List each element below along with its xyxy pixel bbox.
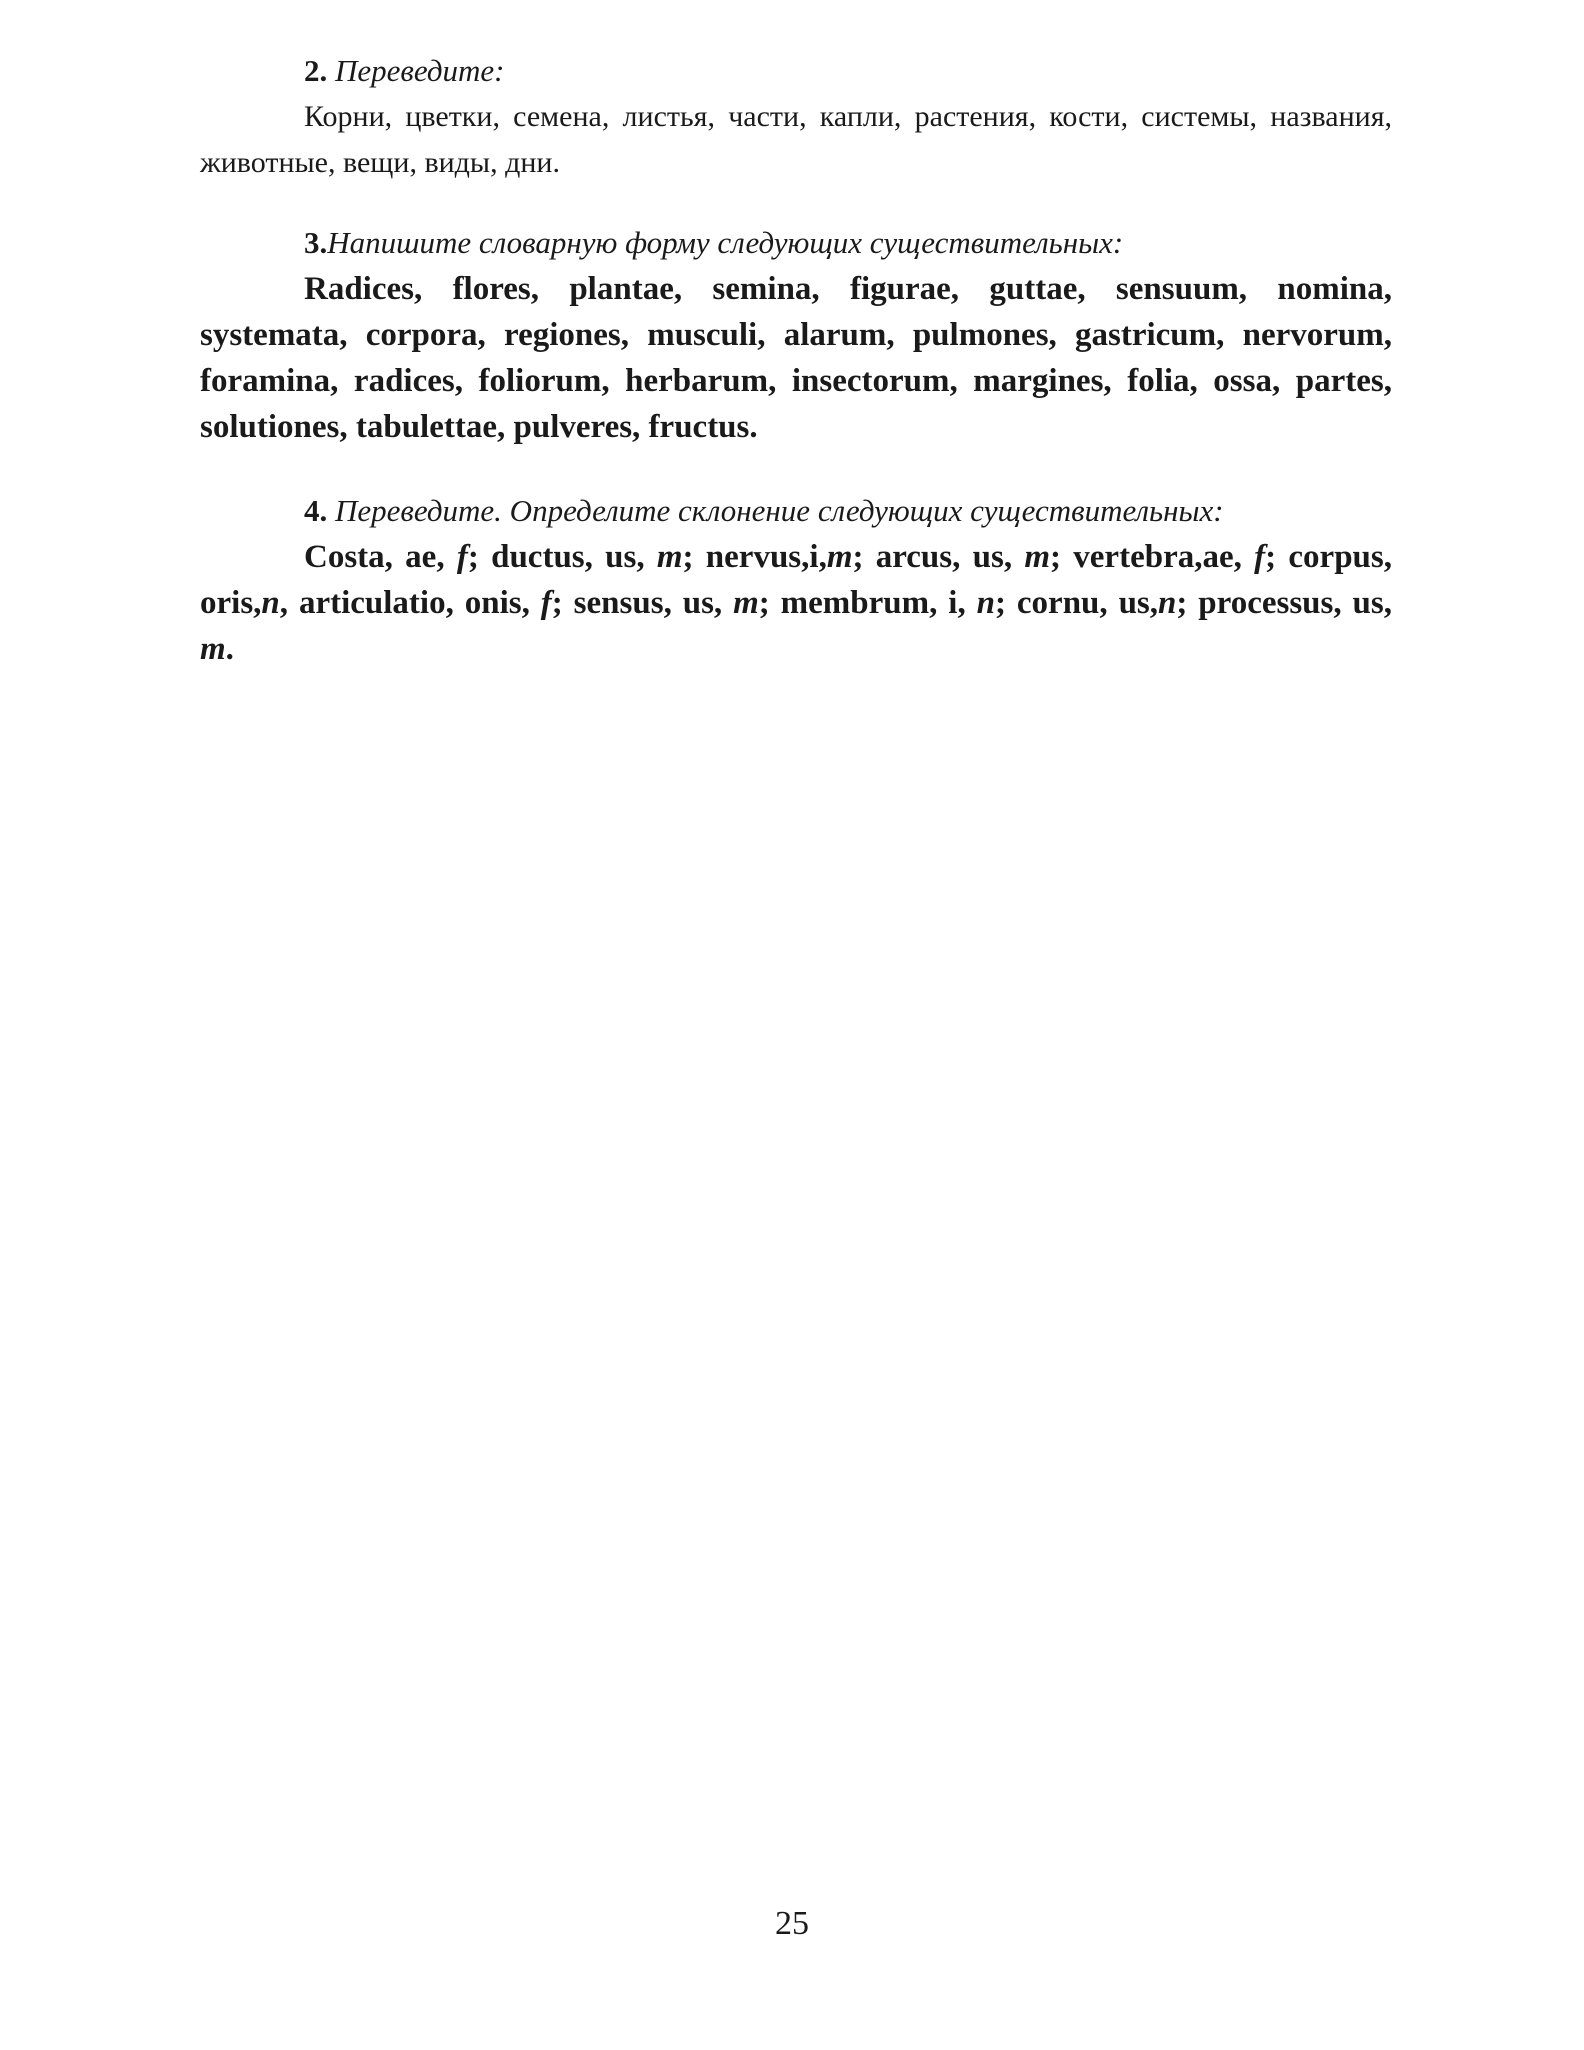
- word-entry: ; membrum, i,: [758, 585, 977, 621]
- exercise-3: [200, 220, 1392, 450]
- word-entry: ; corpus, oris,: [200, 539, 1392, 621]
- page-number: 25: [775, 1905, 809, 1942]
- gender-marker: f: [1254, 539, 1266, 575]
- gender-marker: m: [1024, 539, 1051, 575]
- gender-marker: m: [826, 539, 853, 575]
- exercise-body: [200, 534, 1392, 672]
- word-entry: ; processus, us,: [1176, 585, 1392, 621]
- exercise-instruction: Переведите. Определите склонение следующих существительных:: [335, 493, 1224, 528]
- gender-marker: m: [200, 631, 226, 667]
- word-entry: ; nervus,i,: [682, 539, 827, 575]
- word-entry: , articulatio, onis,: [279, 585, 541, 621]
- word-entry: ; sensus, us,: [551, 585, 734, 621]
- exercise-heading: [200, 48, 1392, 94]
- exercise-number: 2.: [304, 53, 328, 88]
- exercise-heading: [200, 488, 1392, 534]
- gender-marker: f: [540, 585, 552, 621]
- exercise-heading: [200, 220, 1392, 266]
- gender-marker: m: [733, 585, 759, 621]
- exercise-instruction: Напишите словарную форму следующих существительных:: [327, 225, 1124, 260]
- word-entry: ; vertebra,ae,: [1050, 539, 1255, 575]
- exercise-2: [200, 48, 1392, 186]
- gender-marker: m: [656, 539, 683, 575]
- word-entry: ; arcus, us,: [852, 539, 1025, 575]
- exercise-4: [200, 488, 1392, 672]
- exercise-number: 3.: [304, 225, 328, 260]
- exercise-body: Radices, flores, plantae, semina, figurae, guttae, sensuum, nomina, systemata, corpora, regiones, musculi, alarum, pulmones, gastricum, nervorum, foramina, radices, foliorum, herbarum, insectorum, margines, folia, ossa, partes, solutiones, tabulettae, pulveres, fructus.: [200, 271, 1392, 445]
- word-entry: Costa, ae,: [304, 539, 457, 575]
- word-entry: ; ductus, us,: [467, 539, 657, 575]
- gender-marker: n: [1158, 585, 1177, 621]
- word-entry: .: [225, 631, 234, 667]
- exercise-body: Корни, цветки, семена, листья, части, капли, растения, кости, системы, названия, животные, вещи, виды, дни.: [200, 100, 1392, 179]
- gender-marker: f: [456, 539, 468, 575]
- exercise-number: 4.: [304, 493, 328, 528]
- gender-marker: n: [976, 585, 995, 621]
- gender-marker: n: [261, 585, 280, 621]
- exercise-instruction: Переведите:: [335, 53, 505, 88]
- word-entry: ; cornu, us,: [995, 585, 1159, 621]
